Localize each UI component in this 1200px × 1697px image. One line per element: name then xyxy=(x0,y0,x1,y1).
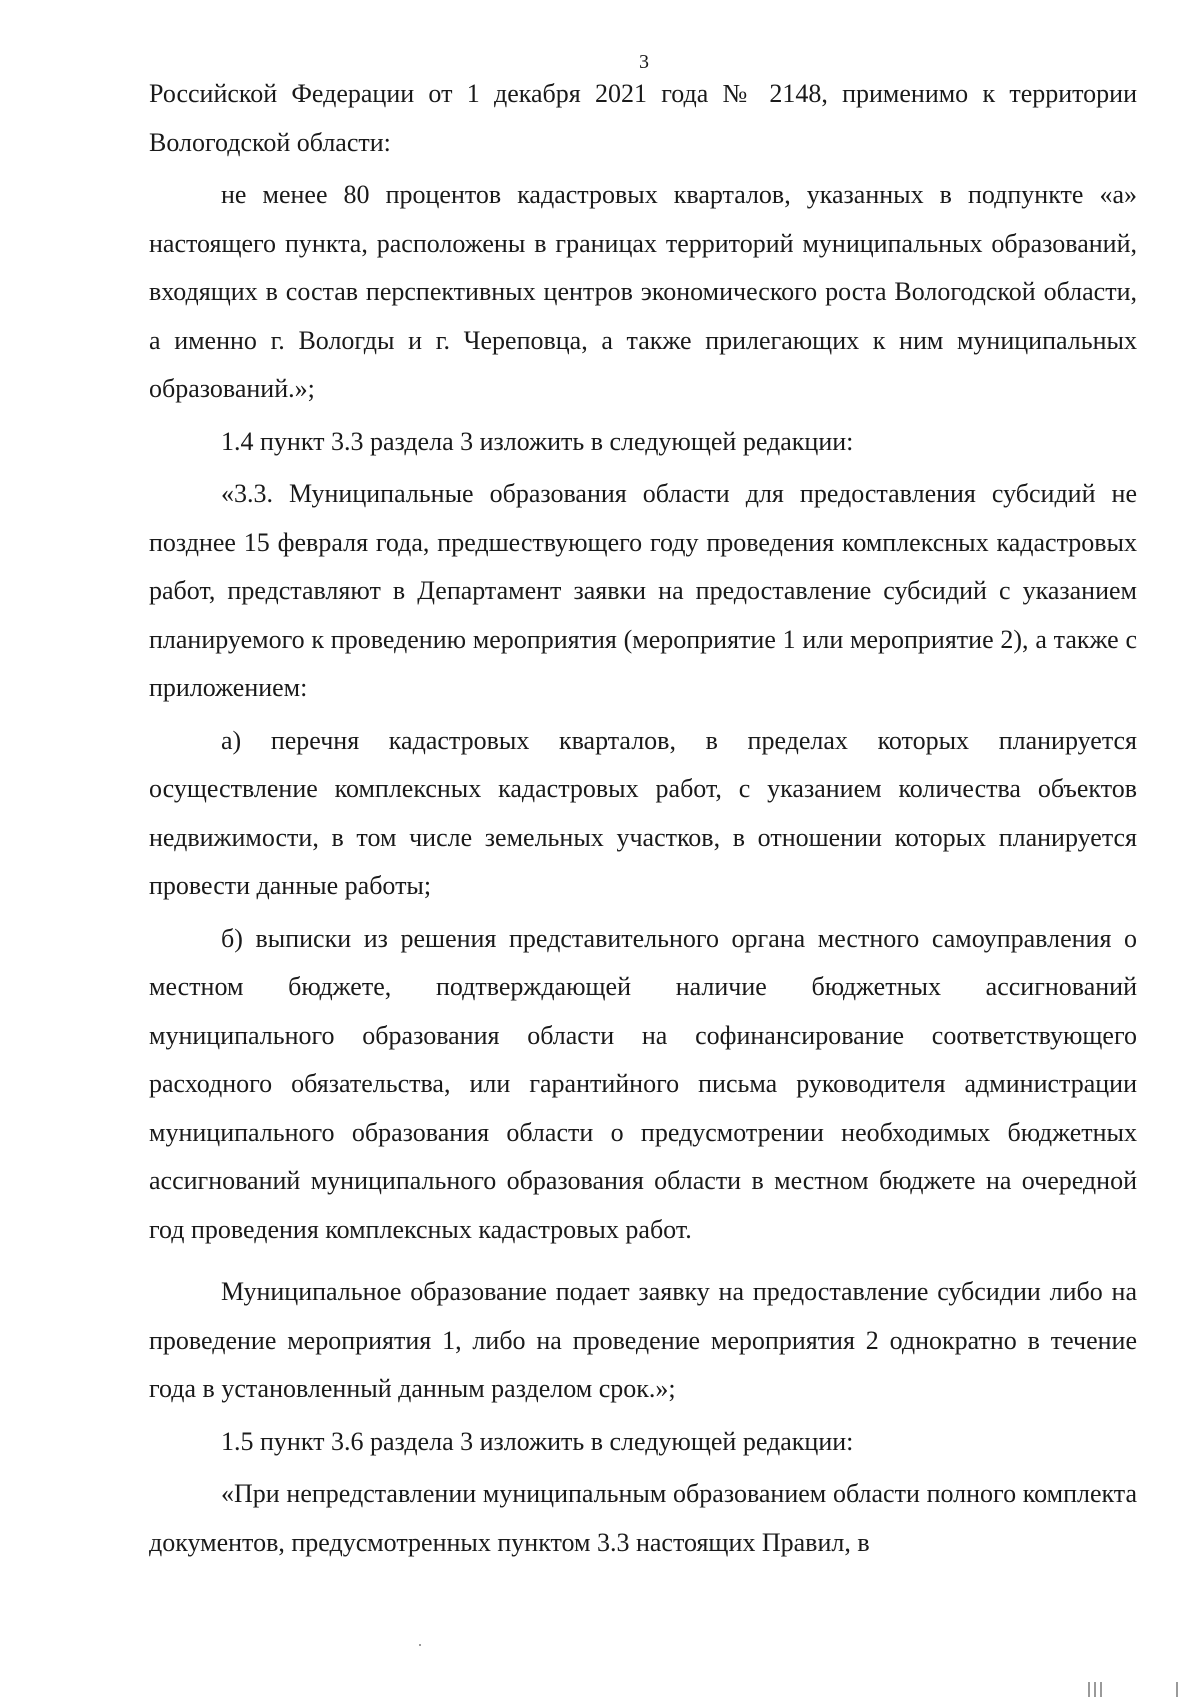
scan-edge-mark xyxy=(1176,1682,1178,1697)
scan-edge-mark xyxy=(1088,1682,1090,1697)
paragraph-eighty-percent: не менее 80 процентов кадастровых кварталов, указанных в подпункте «а» настоящего пункта, расположены в границах территорий муниципальных образований, входящих в состав перспективных центров экономического роста Вологодской области, а именно г. Вологды и г. Череповца, а также прилегающих к ним муниципальных образований.»; xyxy=(149,180,1137,403)
scan-edge-mark xyxy=(1094,1682,1096,1697)
paragraph-subitem-b: б) выписки из решения представительного органа местного самоуправления о местном бюджете, подтверждающей наличие бюджетных ассигнований муниципального образования области на софинансирование соответствующего расходного обязательства, или гарантийного письма руководителя администрации муниципального образования области о предусмотрении необходимых бюджетных ассигнований муниципального образования области в местном бюджете на очередной год проведения комплексных кадастровых работ. xyxy=(149,923,1137,1244)
scan-edge-mark xyxy=(1100,1682,1102,1697)
paragraph-clause-3-3: «3.3. Муниципальные образования области для предоставления субсидий не позднее 15 февраля года, предшествующего году проведения комплексных кадастровых работ, представляют в Департамент заявки на предоставление субсидий с указанием планируемого к проведению мероприятия (мероприятие 1 или мероприятие 2), а также с приложением: xyxy=(149,479,1137,702)
document-body xyxy=(149,70,1137,1567)
paragraph-clause-3-6: «При непредставлении муниципальным образованием области полного комплекта документов, предусмотренных пунктом 3.3 настоящих Правил, в xyxy=(149,1479,1137,1557)
paragraph-item-1-5: 1.5 пункт 3.6 раздела 3 изложить в следующей редакции: xyxy=(221,1426,854,1456)
page-number: 3 xyxy=(639,51,649,73)
paragraph-single-application: Муниципальное образование подает заявку на предоставление субсидии либо на проведение мероприятия 1, либо на проведение мероприятия 2 однократно в течение года в установленный данным разделом срок.»; xyxy=(149,1277,1137,1403)
paragraph-continuation: Российской Федерации от 1 декабря 2021 года № 2148, применимо к территории Вологодской области: xyxy=(149,79,1137,157)
scan-speck xyxy=(419,1644,421,1646)
paragraph-subitem-a: а) перечня кадастровых кварталов, в пределах которых планируется осуществление комплексных кадастровых работ, с указанием количества объектов недвижимости, в том числе земельных участков, в отношении которых планируется провести данные работы; xyxy=(149,725,1137,900)
paragraph-item-1-4: 1.4 пункт 3.3 раздела 3 изложить в следующей редакции: xyxy=(221,426,854,456)
